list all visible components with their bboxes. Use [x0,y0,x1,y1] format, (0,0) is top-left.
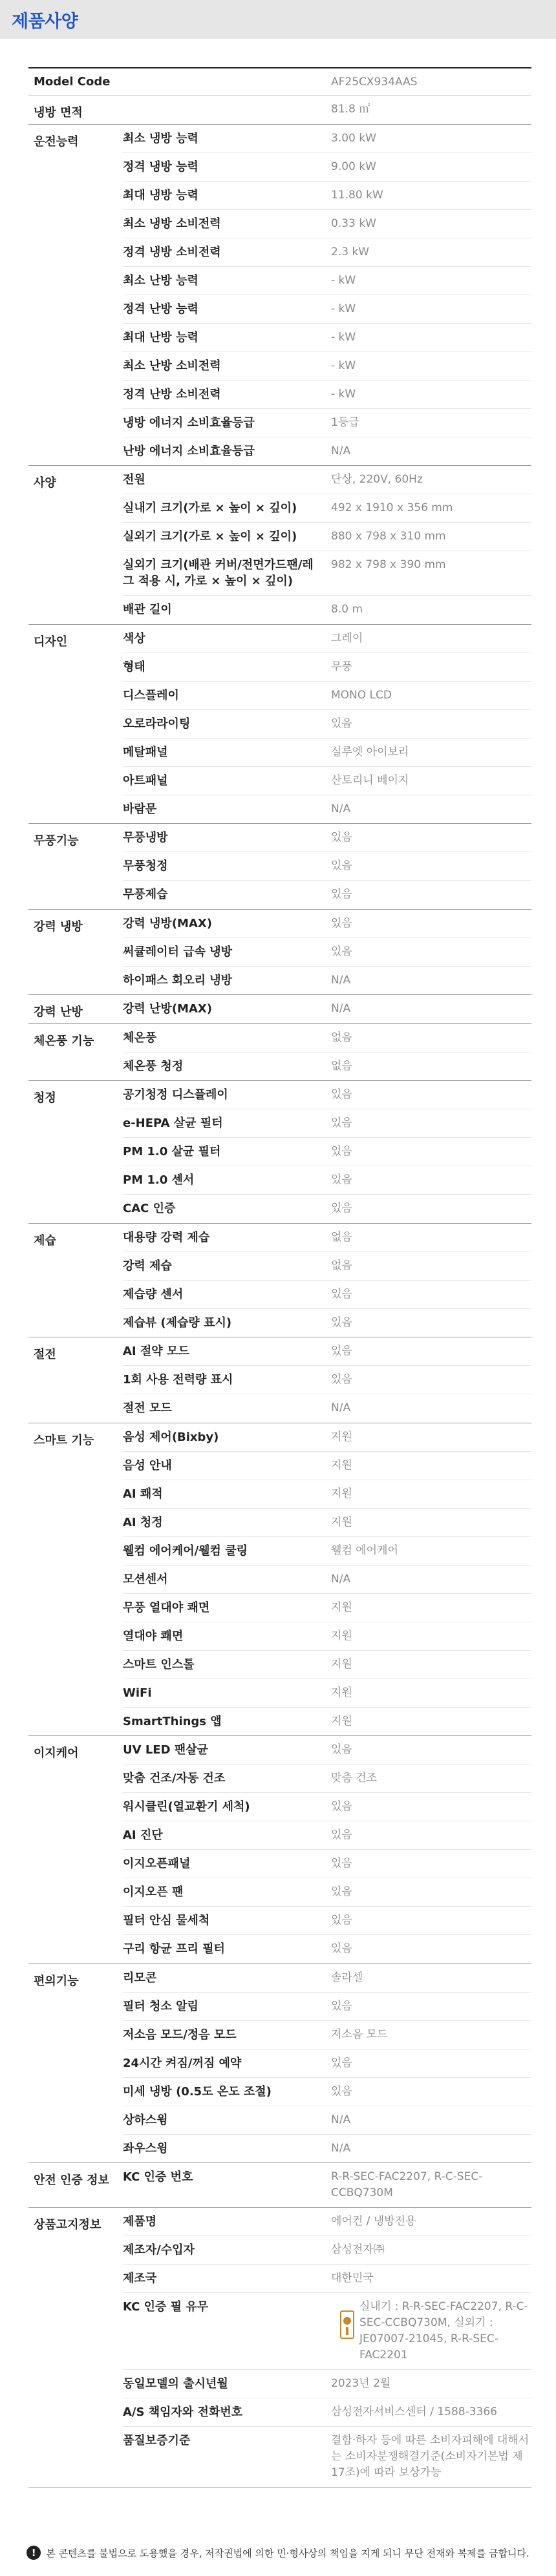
spec-row [123,2163,531,2207]
spec-key: 난방 에너지 소비효율등급 [123,444,255,458]
spec-row [123,967,531,995]
spec-key: 최대 냉방 능력 [123,188,198,202]
spec-key: 최소 냉방 소비전력 [123,216,221,231]
spec-key: 체온풍 청정 [123,1059,184,1073]
spec-row [123,2265,531,2293]
spec-key: 형태 [123,660,145,674]
spec-key: 미세 냉방 (0.5도 온도 조절) [123,2084,272,2099]
spec-row [123,738,531,767]
warning-icon: ! [27,2546,41,2560]
spec-value: 지원 [331,1600,352,1614]
spec-row [123,795,531,824]
spec-key: 무풍청정 [123,859,168,873]
spec-row [123,409,531,437]
spec-group-rows [123,2163,531,2207]
spec-key: AI 진단 [123,1828,163,1842]
spec-value: 있음 [331,916,352,930]
spec-group [28,96,531,125]
spec-key: 실내기 크기(가로 × 높이 × 깊이) [123,501,297,515]
spec-key: 동일모델의 출시년월 [123,2377,228,2391]
spec-row [123,153,531,182]
spec-row [123,1594,531,1622]
spec-row [123,1993,531,2021]
spec-key: PM 1.0 센서 [123,1173,195,1187]
model-code-label: Model Code [34,75,111,89]
spec-value: 있음 [331,1202,352,1215]
model-code-row [28,68,531,96]
spec-value: 있음 [331,1743,352,1756]
spec-value: 결함·하자 등에 따른 소비자피해에 대해서는 소비자분쟁해결기준(소비자기본법 제17조)에 따라 보상가능 [331,2434,529,2479]
spec-value: 있음 [331,1173,352,1186]
spec-row [123,2078,531,2106]
spec-value: 지원 [331,1629,352,1642]
spec-group-rows [123,1337,531,1423]
spec-value: 있음 [331,1287,352,1301]
spec-value: 있음 [331,1116,352,1129]
spec-value: 대한민국 [331,2272,374,2285]
spec-value: 982 x 798 x 390 mm [331,558,446,571]
spec-key: e-HEPA 살균 필터 [123,1116,223,1130]
spec-row [123,1452,531,1480]
spec-key: 공기청정 디스플레이 [123,1088,228,1102]
spec-row [123,1964,531,1993]
spec-row [123,1850,531,1878]
spec-group [28,1736,531,1964]
spec-group-rows [123,1224,531,1337]
spec-group-rows [123,625,531,824]
spec-group-rows [123,995,531,1023]
spec-group-name: 청정 [34,1091,56,1105]
spec-row [123,466,531,494]
spec-row [123,2398,531,2427]
spec-value: 없음 [331,1259,352,1272]
spec-key: 메탈패널 [123,745,168,759]
spec-value: N/A [331,444,351,457]
spec-value: 무풍 [331,660,352,673]
spec-table [28,67,531,2487]
spec-row [123,267,531,295]
spec-value: 단상, 220V, 60Hz [331,473,423,486]
spec-row [123,352,531,381]
spec-key: 이지오픈 팬 [123,1885,184,1899]
spec-group-name: 체온풍 기능 [34,1034,94,1048]
spec-key: 음성 안내 [123,1458,172,1472]
spec-row [123,238,531,267]
spec-key: 저소음 모드/정음 모드 [123,2027,237,2042]
spec-value: 1등급 [331,415,359,429]
spec-group [28,824,531,910]
spec-row [123,494,531,523]
spec-value: 웰컴 에어케어 [331,1544,398,1557]
spec-group-rows [123,2208,531,2487]
spec-key: 정격 냉방 소비전력 [123,245,221,259]
spec-key: 절전 모드 [123,1401,172,1415]
spec-group-name: 강력 냉방 [34,919,83,934]
spec-row [123,324,531,352]
spec-key: 실외기 크기(배관 커버/전면가드팬/레그 적용 시, 가로 × 높이 × 깊이) [123,558,314,588]
spec-row [123,1935,531,1963]
spec-row [123,2370,531,2398]
spec-value: 저소음 모드 [331,2027,388,2041]
spec-value: 실루엣 아이보리 [331,745,409,759]
spec-value: - kW [331,330,356,344]
spec-value: 없음 [331,1059,352,1073]
spec-value: 있음 [331,2084,352,2098]
model-code-value: AF25CX934AAS [331,75,418,89]
spec-value: 지원 [331,1458,352,1472]
spec-row [123,2049,531,2078]
spec-key: 필터 안심 물세척 [123,1914,210,1927]
spec-group-rows [123,1024,531,1081]
spec-value: N/A [331,973,351,987]
spec-value: MONO LCD [331,688,392,702]
spec-row [123,437,531,466]
spec-row [123,1224,531,1252]
spec-group-rows [123,125,531,466]
spec-value: 있음 [331,1999,352,2013]
spec-value: - kW [331,387,356,401]
spec-row [123,938,531,967]
spec-value: 2.3 kW [331,245,370,258]
spec-row [123,210,531,238]
spec-key: 구리 항균 프리 필터 [123,1942,225,1956]
spec-value: R-R-SEC-FAC2207, R-C-SEC-CCBQ730M [331,2170,483,2199]
spec-row [123,1764,531,1793]
spec-row [123,1679,531,1708]
spec-value: 492 x 1910 x 356 mm [331,501,453,514]
spec-row [123,995,531,1023]
spec-row [123,2135,531,2163]
spec-key: 무풍냉방 [123,831,168,844]
spec-key: 맞춤 건조/자동 건조 [123,1772,226,1785]
spec-group-name: 제습 [34,1233,56,1248]
spec-row [123,1252,531,1281]
spec-group-name: 무풍기능 [34,834,79,848]
spec-value: 3.00 kW [331,131,376,145]
spec-key: 강력 제습 [123,1259,172,1273]
spec-value: 880 x 798 x 310 mm [331,530,446,543]
spec-group-name: 절전 [34,1348,56,1361]
spec-group-name: 스마트 기능 [34,1433,94,1447]
spec-row [123,852,531,881]
page-title: 제품사양 [12,11,78,32]
spec-value: - kW [331,359,356,372]
spec-key: 모션센서 [123,1572,168,1586]
spec-key: 24시간 켜짐/꺼짐 예약 [123,2056,242,2070]
spec-row [123,1821,531,1850]
spec-row [123,1878,531,1907]
spec-key: 색상 [123,631,145,645]
spec-row [123,2293,531,2370]
spec-group-name: 안전 인증 정보 [34,2173,109,2187]
spec-row [123,1309,531,1337]
spec-value: 있음 [331,831,352,844]
spec-group-rows [123,1964,531,2163]
spec-value: 있음 [331,1373,352,1386]
spec-row [123,1366,531,1394]
spec-group-rows [123,1081,531,1223]
spec-row [123,1537,531,1565]
spec-group [28,910,531,996]
spec-value: 9.00 kW [331,160,376,173]
spec-group [28,1423,531,1737]
spec-row [123,1337,531,1366]
spec-row [123,2236,531,2265]
spec-value: 있음 [331,717,352,730]
spec-key: 최대 난방 능력 [123,330,198,344]
spec-group [28,2163,531,2208]
spec-key: 좌우스윙 [123,2141,168,2155]
spec-row [123,551,531,596]
spec-key: UV LED 팬살균 [123,1743,208,1757]
spec-row [123,523,531,551]
spec-key: 워시클린(열교환기 세척) [123,1800,250,1814]
spec-group [28,1337,531,1423]
spec-row [123,1793,531,1821]
spec-key: 열대야 쾌면 [123,1629,184,1643]
spec-row [123,1622,531,1651]
spec-key: 제품명 [123,2215,157,2228]
spec-row [123,1565,531,1594]
kc-cert-icon [340,2310,354,2339]
spec-key: 아트패널 [123,773,168,788]
spec-key: 1회 사용 전력량 표시 [123,1373,233,1387]
spec-value: N/A [331,802,351,815]
spec-group-name: 강력 난방 [34,1005,83,1019]
spec-row [123,1394,531,1423]
spec-row [123,295,531,324]
spec-key: 정격 난방 소비전력 [123,387,221,401]
spec-value: N/A [331,1401,351,1414]
spec-group-name: 냉방 면적 [34,106,83,120]
spec-group [28,1024,531,1082]
spec-row [123,1281,531,1309]
spec-key: PM 1.0 살균 필터 [123,1145,221,1158]
spec-key: CAC 인증 [123,1202,176,1215]
spec-value: 있음 [331,1315,352,1329]
spec-group [28,625,531,824]
spec-key: KC 인증 번호 [123,2170,193,2184]
spec-key: 스마트 인스톨 [123,1657,195,1671]
spec-key: 대용량 강력 제습 [123,1230,210,1244]
spec-value: 8.0 m [331,603,363,616]
spec-value: 있음 [331,2056,352,2069]
spec-row [123,2106,531,2135]
spec-group-rows [123,1423,531,1736]
kc-cert-value [331,2299,531,2363]
spec-row [123,125,531,153]
spec-key: 체온풍 [123,1031,157,1045]
spec-value: 있음 [331,1800,352,1813]
spec-value: 있음 [331,1345,352,1357]
spec-row [123,910,531,938]
spec-row [123,682,531,710]
spec-row [123,653,531,682]
spec-group-rows [123,1736,531,1963]
spec-group [28,1964,531,2164]
spec-key: 강력 냉방(MAX) [123,916,212,930]
spec-key: 제조자/수입자 [123,2243,195,2257]
spec-value: 지원 [331,1430,352,1443]
spec-value: 에어컨 / 냉방전용 [331,2215,416,2228]
spec-key: 실외기 크기(가로 × 높이 × 깊이) [123,530,297,543]
spec-key: AI 청정 [123,1515,163,1529]
spec-value: 있음 [331,1857,352,1870]
spec-key: 배관 길이 [123,603,172,616]
spec-row [123,767,531,795]
spec-key: 최소 난방 소비전력 [123,359,221,373]
spec-row [123,1736,531,1764]
spec-key: 리모콘 [123,1971,157,1985]
spec-row [123,182,531,210]
spec-group [28,1224,531,1338]
spec-group [28,2208,531,2487]
spec-key: 음성 제어(Bixby) [123,1430,219,1444]
spec-row [123,1166,531,1195]
spec-value: 있음 [331,888,352,901]
spec-key: 제습뷰 (제습량 표시) [123,1315,232,1330]
spec-value: 산토리니 베이지 [331,773,409,787]
spec-group [28,466,531,625]
spec-key: A/S 책임자와 전화번호 [123,2405,243,2419]
spec-row [123,1480,531,1509]
spec-group-rows [123,96,531,124]
spec-value: 지원 [331,1487,352,1500]
spec-key: 하이패스 회오리 냉방 [123,973,233,987]
spec-value: 있음 [331,1885,352,1898]
spec-value: N/A [331,1572,351,1586]
spec-key: 제조국 [123,2272,157,2285]
spec-row [123,381,531,409]
spec-key: 정격 냉방 능력 [123,160,198,174]
spec-value: 지원 [331,1515,352,1529]
spec-key: 필터 청소 알림 [123,1999,198,2013]
spec-group-name: 운전능력 [34,134,79,149]
spec-row [123,710,531,738]
spec-value: - kW [331,302,356,315]
spec-value: 그레이 [331,631,363,645]
spec-key: KC 인증 필 유무 [123,2300,209,2314]
spec-value: 삼성전자㈜ [331,2243,385,2256]
spec-value: 없음 [331,1031,352,1044]
spec-value: N/A [331,1002,351,1015]
spec-row [123,1081,531,1109]
spec-key: 정격 난방 능력 [123,302,198,316]
spec-key: 써큘레이터 급속 냉방 [123,945,233,959]
spec-key: AI 쾌적 [123,1487,163,1501]
spec-group [28,995,531,1024]
spec-value: 있음 [331,1088,352,1101]
spec-key: 오로라라이팅 [123,717,191,731]
spec-key: SmartThings 앱 [123,1714,222,1728]
spec-group-rows [123,910,531,995]
spec-value: N/A [331,2113,351,2126]
spec-key: 최소 냉방 능력 [123,131,198,145]
spec-value: 지원 [331,1657,352,1671]
spec-row [123,1423,531,1452]
spec-value: 지원 [331,1714,352,1728]
spec-value: 11.80 kW [331,188,383,202]
spec-group-name: 디자인 [34,634,68,649]
spec-group-rows [123,466,531,624]
spec-value: 있음 [331,1828,352,1841]
copyright-text: 본 콘텐츠를 불법으로 도용했을 경우, 저작권법에 의한 민·형사상의 책임을 지게 되니 무단 전재와 복제를 금합니다. [46,2547,529,2559]
spec-key: 웰컴 에어케어/웰컴 쿨링 [123,1544,248,1558]
spec-key: 이지오픈패널 [123,1857,191,1870]
spec-value: 있음 [331,945,352,958]
spec-value: 실내기 : R-R-SEC-FAC2207, R-C-SEC-CCBQ730M, 실외기 : JE07007-21045, R-R-SEC-FAC2201 [359,2300,528,2361]
spec-key: 디스플레이 [123,688,179,702]
spec-value: 2023년 2월 [331,2377,391,2390]
spec-value: 있음 [331,1145,352,1158]
spec-value: 있음 [331,859,352,872]
spec-value: 81.8 ㎡ [331,103,370,116]
spec-key: 무풍제습 [123,888,168,901]
spec-row [123,96,531,124]
spec-row [123,824,531,852]
spec-key: WiFi [123,1686,152,1700]
spec-key: 전원 [123,473,145,487]
spec-key: AI 절약 모드 [123,1345,189,1358]
spec-value: 있음 [331,1942,352,1955]
spec-row [123,625,531,653]
spec-row [123,1509,531,1537]
spec-row [123,1109,531,1138]
copyright-notice [0,2546,556,2560]
spec-row [123,2021,531,2049]
spec-value: 없음 [331,1230,352,1244]
spec-group-rows [123,824,531,909]
spec-row [123,1195,531,1223]
spec-group [28,1081,531,1224]
spec-value: N/A [331,2141,351,2155]
spec-key: 품질보증기준 [123,2434,191,2447]
spec-value: 있음 [331,1914,352,1927]
spec-key: 바람문 [123,802,157,816]
spec-value: - kW [331,273,356,287]
spec-row [123,1907,531,1935]
spec-key: 최소 난방 능력 [123,273,198,288]
spec-groups [28,96,531,2487]
spec-group-name: 상품고지정보 [34,2218,102,2232]
spec-group-name: 편의기능 [34,1974,79,1988]
spec-value: 맞춤 건조 [331,1772,378,1785]
spec-key: 강력 난방(MAX) [123,1002,212,1016]
spec-row [123,1651,531,1679]
spec-key: 냉방 에너지 소비효율등급 [123,415,255,430]
spec-row [123,1708,531,1736]
spec-row [123,1052,531,1081]
spec-value: 삼성전자서비스센터 / 1588-3366 [331,2405,497,2418]
spec-row [123,1138,531,1166]
spec-key: 무풍 열대야 쾌면 [123,1600,210,1615]
spec-row [123,881,531,909]
spec-group-name: 이지케어 [34,1746,79,1760]
spec-key: 제습량 센서 [123,1287,184,1301]
spec-group [28,125,531,466]
spec-value: 지원 [331,1686,352,1699]
spec-value: 0.33 kW [331,216,376,230]
spec-value: 솔라셀 [331,1971,363,1984]
spec-row [123,2427,531,2487]
spec-group-name: 사양 [34,476,56,490]
spec-row [123,596,531,624]
spec-row [123,1024,531,1052]
spec-row [123,2208,531,2236]
page-header [0,0,556,39]
spec-key: 상하스윙 [123,2113,168,2127]
